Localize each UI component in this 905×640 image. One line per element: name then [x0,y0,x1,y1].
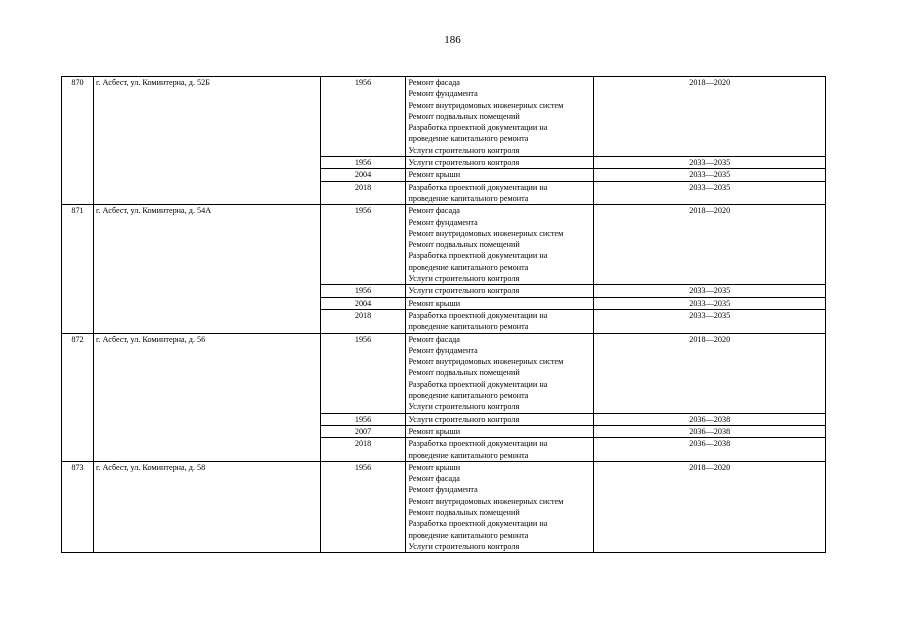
work-item: проведение капитального ремонта [408,193,529,203]
work-item: проведение капитального ремонта [408,322,529,332]
period-cell: 2033—2035 [594,169,826,181]
work-item: Ремонт внутридомовых инженерных систем [408,100,564,110]
year-cell: 1956 [320,413,406,425]
period-cell: 2018—2020 [594,333,826,413]
work-item: Ремонт подвальных помещений [408,368,520,378]
works-cell [406,205,594,285]
period-cell: 2018—2020 [594,205,826,285]
work-item: Услуги строительного контроля [408,541,520,551]
year-cell: 1956 [320,205,406,285]
work-item: Разработка проектной документации на [408,519,548,529]
work-item: Ремонт фундамента [408,485,478,495]
table-row [62,205,826,285]
work-item: Ремонт крыши [408,298,461,308]
year-cell: 1956 [320,333,406,413]
works-cell [406,333,594,413]
period-cell: 2036—2038 [594,425,826,437]
works-cell [406,438,594,462]
work-item: проведение капитального ремонта [408,134,529,144]
year-cell: 2018 [320,181,406,205]
year-cell: 2004 [320,169,406,181]
work-item: проведение капитального ремонта [408,530,529,540]
work-item: Разработка проектной документации на [408,182,548,192]
work-item: Ремонт подвальных помещений [408,507,520,517]
year-cell: 1956 [320,285,406,297]
work-item: Ремонт внутридомовых инженерных систем [408,357,564,367]
work-item: Разработка проектной документации на [408,123,548,133]
work-item: Услуги строительного контроля [408,145,520,155]
works-cell [406,77,594,157]
table-row [62,333,826,413]
year-cell: 2004 [320,297,406,309]
record-number: 873 [62,461,94,552]
works-cell [406,461,594,552]
work-item: Ремонт крыши [408,462,461,472]
address-cell: г. Асбест, ул. Коминтерна, д. 58 [93,461,320,552]
work-item: Услуги строительного контроля [408,158,520,168]
address-cell: г. Асбест, ул. Коминтерна, д. 56 [93,333,320,461]
work-item: Услуги строительного контроля [408,274,520,284]
address-cell: г. Асбест, ул. Коминтерна, д. 54А [93,205,320,333]
year-cell: 1956 [320,157,406,169]
record-number: 870 [62,77,94,205]
work-item: проведение капитального ремонта [408,450,529,460]
works-cell [406,169,594,181]
table-body [62,77,826,553]
year-cell: 2018 [320,438,406,462]
year-cell: 1956 [320,461,406,552]
work-item: Ремонт крыши [408,170,461,180]
work-item: Ремонт подвальных помещений [408,111,520,121]
works-cell [406,425,594,437]
work-item: Ремонт фундамента [408,89,478,99]
record-number: 872 [62,333,94,461]
page-number: 186 [444,34,461,46]
work-item: Ремонт фундамента [408,217,478,227]
works-cell [406,413,594,425]
period-cell: 2033—2035 [594,309,826,333]
year-cell: 1956 [320,77,406,157]
works-cell [406,309,594,333]
table-row [62,77,826,157]
period-cell: 2036—2038 [594,413,826,425]
works-cell [406,297,594,309]
work-item: Ремонт подвальных помещений [408,240,520,250]
work-item: Ремонт внутридомовых инженерных систем [408,496,564,506]
works-cell [406,285,594,297]
work-item: Ремонт фасада [408,334,460,344]
work-item: проведение капитального ремонта [408,391,529,401]
work-item: проведение капитального ремонта [408,262,529,272]
work-item: Разработка проектной документации на [408,439,548,449]
period-cell: 2018—2020 [594,77,826,157]
work-item: Ремонт внутридомовых инженерных систем [408,228,564,238]
table-row [62,461,826,552]
period-cell: 2018—2020 [594,461,826,552]
record-number: 871 [62,205,94,333]
work-item: Услуги строительного контроля [408,402,520,412]
period-cell: 2033—2035 [594,181,826,205]
work-item: Разработка проектной документации на [408,251,548,261]
period-cell: 2036—2038 [594,438,826,462]
period-cell: 2033—2035 [594,285,826,297]
work-item: Ремонт фасада [408,474,460,484]
works-cell [406,157,594,169]
work-item: Услуги строительного контроля [408,414,520,424]
work-item: Ремонт крыши [408,426,461,436]
work-item: Разработка проектной документации на [408,310,548,320]
work-item: Ремонт фундамента [408,345,478,355]
year-cell: 2007 [320,425,406,437]
work-item: Ремонт фасада [408,206,460,216]
work-item: Услуги строительного контроля [408,286,520,296]
period-cell: 2033—2035 [594,297,826,309]
work-item: Ремонт фасада [408,78,460,87]
address-cell: г. Асбест, ул. Коминтерна, д. 52Б [93,77,320,205]
work-item: Разработка проектной документации на [408,379,548,389]
period-cell: 2033—2035 [594,157,826,169]
year-cell: 2018 [320,309,406,333]
repair-schedule-table [61,76,826,553]
works-cell [406,181,594,205]
